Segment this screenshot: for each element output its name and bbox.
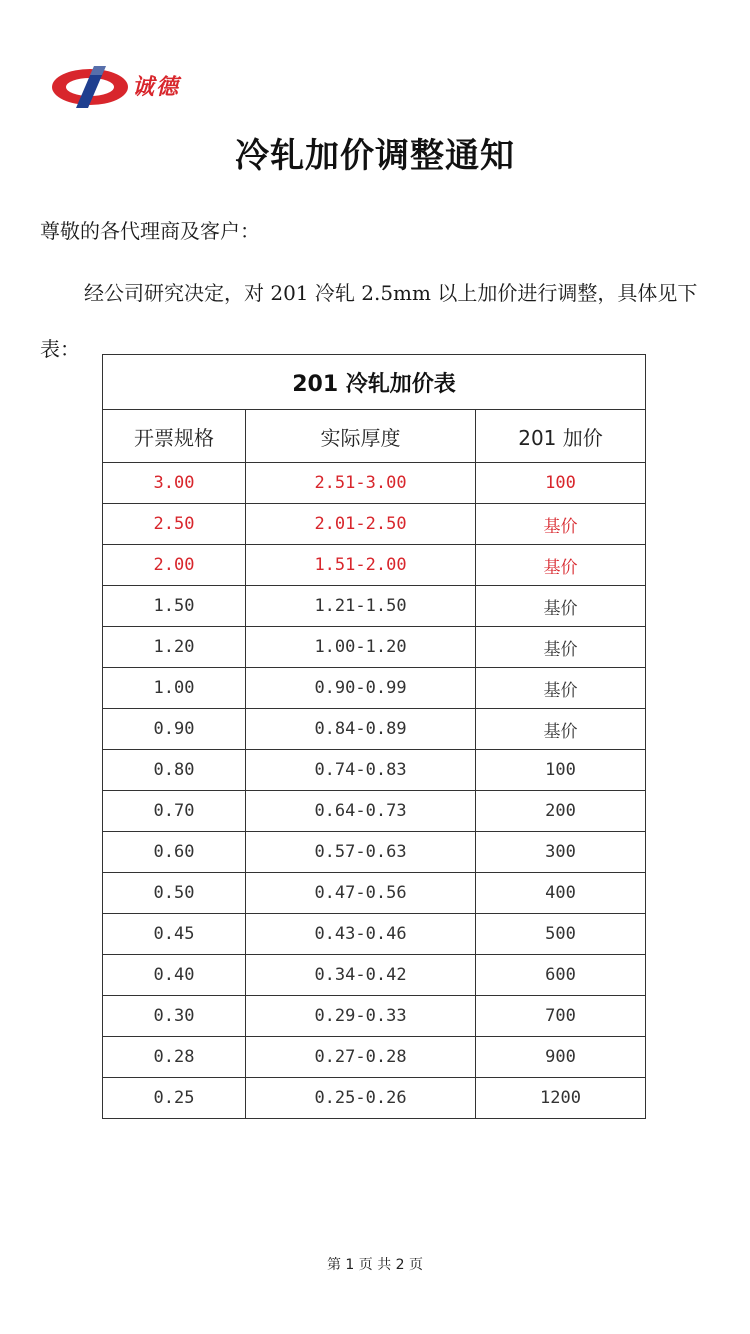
table-row [103, 873, 646, 914]
cell-markup: 1200 [476, 1078, 646, 1119]
cell-spec: 0.50 [103, 873, 246, 914]
cell-spec: 1.00 [103, 668, 246, 709]
table-row [103, 545, 646, 586]
page-title: 冷轧加价调整通知 [235, 136, 515, 176]
cell-markup: 600 [476, 955, 646, 996]
table-row [103, 791, 646, 832]
cell-thickness: 1.51-2.00 [246, 545, 476, 586]
cell-markup: 基价 [476, 709, 646, 750]
company-logo [50, 64, 200, 110]
column-header-markup: 201 加价 [476, 410, 646, 463]
cell-thickness: 2.01-2.50 [246, 504, 476, 545]
cell-thickness: 0.47-0.56 [246, 873, 476, 914]
table-row [103, 832, 646, 873]
cell-markup: 基价 [476, 545, 646, 586]
cell-spec: 2.50 [103, 504, 246, 545]
cell-thickness: 2.51-3.00 [246, 463, 476, 504]
cell-spec: 2.00 [103, 545, 246, 586]
cell-markup: 400 [476, 873, 646, 914]
table-row [103, 914, 646, 955]
cell-thickness: 1.21-1.50 [246, 586, 476, 627]
cell-markup: 100 [476, 463, 646, 504]
table-row [103, 996, 646, 1037]
cell-spec: 3.00 [103, 463, 246, 504]
table-body [103, 463, 646, 1119]
cell-markup: 500 [476, 914, 646, 955]
markup-table [102, 354, 646, 1119]
cell-spec: 0.25 [103, 1078, 246, 1119]
cell-markup: 基价 [476, 668, 646, 709]
cell-thickness: 0.25-0.26 [246, 1078, 476, 1119]
cell-markup: 700 [476, 996, 646, 1037]
cell-markup: 基价 [476, 627, 646, 668]
cell-thickness: 0.27-0.28 [246, 1037, 476, 1078]
cell-spec: 0.30 [103, 996, 246, 1037]
cell-markup: 300 [476, 832, 646, 873]
cell-markup: 200 [476, 791, 646, 832]
brand-name: 诚德 [132, 74, 181, 100]
cell-thickness: 0.57-0.63 [246, 832, 476, 873]
cell-thickness: 1.00-1.20 [246, 627, 476, 668]
notice-paragraph: 经公司研究决定，对 201 冷轧 2.5mm 以上加价进行调整，具体见下表： [40, 281, 698, 361]
cell-markup: 基价 [476, 586, 646, 627]
cell-spec: 0.28 [103, 1037, 246, 1078]
cell-spec: 0.60 [103, 832, 246, 873]
cell-markup: 900 [476, 1037, 646, 1078]
cell-spec: 0.70 [103, 791, 246, 832]
table-caption: 201 冷轧加价表 [103, 355, 646, 410]
cell-spec: 1.20 [103, 627, 246, 668]
cell-markup: 100 [476, 750, 646, 791]
cell-spec: 0.80 [103, 750, 246, 791]
cell-spec: 0.40 [103, 955, 246, 996]
cell-spec: 0.45 [103, 914, 246, 955]
cell-thickness: 0.90-0.99 [246, 668, 476, 709]
cell-thickness: 0.43-0.46 [246, 914, 476, 955]
page-footer: 第 1 页 共 2 页 [326, 1257, 424, 1273]
table-row [103, 668, 646, 709]
cell-thickness: 0.64-0.73 [246, 791, 476, 832]
cell-thickness: 0.74-0.83 [246, 750, 476, 791]
cell-spec: 1.50 [103, 586, 246, 627]
logo-mark-icon [50, 64, 130, 110]
cell-thickness: 0.84-0.89 [246, 709, 476, 750]
cell-thickness: 0.34-0.42 [246, 955, 476, 996]
cell-markup: 基价 [476, 504, 646, 545]
table-row [103, 1078, 646, 1119]
cell-spec: 0.90 [103, 709, 246, 750]
table-row [103, 586, 646, 627]
table-row [103, 750, 646, 791]
salutation: 尊敬的各代理商及客户： [40, 219, 260, 243]
table-row [103, 504, 646, 545]
table-row [103, 627, 646, 668]
table-row [103, 955, 646, 996]
cell-thickness: 0.29-0.33 [246, 996, 476, 1037]
column-header-spec: 开票规格 [103, 410, 246, 463]
table-row [103, 1037, 646, 1078]
column-header-thickness: 实际厚度 [246, 410, 476, 463]
table-row [103, 709, 646, 750]
table-row [103, 463, 646, 504]
